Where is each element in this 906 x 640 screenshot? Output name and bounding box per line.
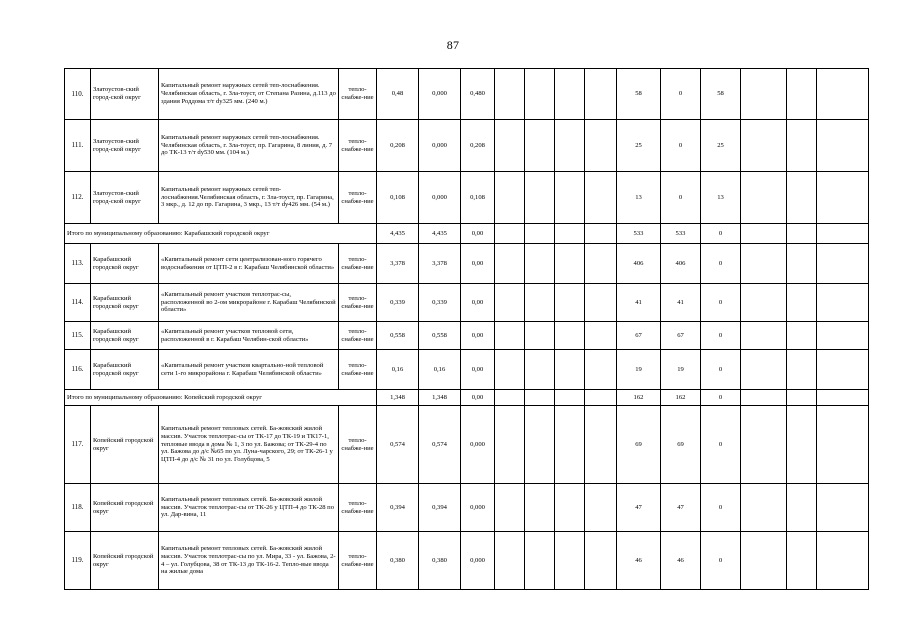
empty-cell xyxy=(817,284,869,322)
empty-cell xyxy=(555,244,585,284)
empty-cell xyxy=(525,350,555,390)
value-cell: 0,339 xyxy=(419,284,461,322)
type-cell: тепло-снабже-ние xyxy=(339,484,377,532)
empty-cell xyxy=(525,406,555,484)
type-cell: тепло-снабже-ние xyxy=(339,244,377,284)
empty-cell xyxy=(495,406,525,484)
empty-cell xyxy=(555,69,585,120)
empty-cell xyxy=(555,390,585,406)
value-cell: 19 xyxy=(617,350,661,390)
value-cell: 58 xyxy=(617,69,661,120)
empty-cell xyxy=(787,390,817,406)
empty-cell xyxy=(787,350,817,390)
empty-cell xyxy=(525,224,555,244)
empty-cell xyxy=(787,120,817,172)
value-cell: 0,000 xyxy=(461,406,495,484)
empty-cell xyxy=(817,172,869,224)
empty-cell xyxy=(787,244,817,284)
value-cell: 0 xyxy=(701,484,741,532)
description-cell: «Капитальный ремонт участков тепловой сети, расположенной в г. Карабаш Челябин-ской области» xyxy=(159,322,339,350)
empty-cell xyxy=(585,172,617,224)
empty-cell xyxy=(741,69,787,120)
value-cell: 0 xyxy=(701,322,741,350)
value-cell: 3,378 xyxy=(419,244,461,284)
value-cell: 1,348 xyxy=(419,390,461,406)
type-cell: тепло-снабже-ние xyxy=(339,172,377,224)
value-cell: 406 xyxy=(661,244,701,284)
row-number: 115. xyxy=(65,322,91,350)
description-cell: Капитальный ремонт наружных сетей теп-лоснабжения. Челябинская область, г. Зла-тоуст, от Степана Разина, д.113 до здания Роддома т/т dy325 мм. (240 м.) xyxy=(159,69,339,120)
empty-cell xyxy=(741,406,787,484)
value-cell: 0,00 xyxy=(461,322,495,350)
empty-cell xyxy=(741,244,787,284)
row-number: 117. xyxy=(65,406,91,484)
total-row xyxy=(65,390,869,406)
type-cell: тепло-снабже-ние xyxy=(339,406,377,484)
empty-cell xyxy=(525,484,555,532)
table-row xyxy=(65,244,869,284)
value-cell: 533 xyxy=(617,224,661,244)
description-cell: Капитальный ремонт наружных сетей теп-лоснабжения. Челябинская область, г. Зла-тоуст, пр. Гагарина, 8 линия, д. 7 до ТК-13 т/т dy530 мм. (104 м.) xyxy=(159,120,339,172)
empty-cell xyxy=(817,484,869,532)
empty-cell xyxy=(787,484,817,532)
page-number: 87 xyxy=(446,38,460,52)
empty-cell xyxy=(525,120,555,172)
type-cell: тепло-снабже-ние xyxy=(339,532,377,590)
empty-cell xyxy=(555,322,585,350)
value-cell: 0 xyxy=(701,532,741,590)
empty-cell xyxy=(741,532,787,590)
empty-cell xyxy=(585,120,617,172)
value-cell: 4,435 xyxy=(419,224,461,244)
empty-cell xyxy=(741,284,787,322)
empty-cell xyxy=(741,120,787,172)
empty-cell xyxy=(787,172,817,224)
empty-cell xyxy=(787,224,817,244)
empty-cell xyxy=(525,390,555,406)
table-row xyxy=(65,350,869,390)
municipality-cell: Копейский городской округ xyxy=(91,484,159,532)
value-cell: 46 xyxy=(661,532,701,590)
empty-cell xyxy=(741,484,787,532)
empty-cell xyxy=(787,284,817,322)
empty-cell xyxy=(555,484,585,532)
empty-cell xyxy=(585,350,617,390)
value-cell: 0 xyxy=(701,244,741,284)
description-cell: «Капитальный ремонт сети централизован-ного горячего водоснабжения от ЦТП-2 в г. Карабаш Челябинской области» xyxy=(159,244,339,284)
empty-cell xyxy=(555,406,585,484)
table-row xyxy=(65,172,869,224)
type-cell: тепло-снабже-ние xyxy=(339,322,377,350)
empty-cell xyxy=(817,390,869,406)
type-cell: тепло-снабже-ние xyxy=(339,120,377,172)
value-cell: 69 xyxy=(617,406,661,484)
empty-cell xyxy=(741,390,787,406)
value-cell: 0,558 xyxy=(419,322,461,350)
value-cell: 0 xyxy=(701,350,741,390)
value-cell: 25 xyxy=(701,120,741,172)
municipality-cell: Златоустов-ский город-ской округ xyxy=(91,120,159,172)
empty-cell xyxy=(585,484,617,532)
table-row xyxy=(65,322,869,350)
empty-cell xyxy=(585,406,617,484)
value-cell: 0 xyxy=(701,390,741,406)
value-cell: 0,394 xyxy=(419,484,461,532)
value-cell: 25 xyxy=(617,120,661,172)
empty-cell xyxy=(555,532,585,590)
row-number: 112. xyxy=(65,172,91,224)
value-cell: 3,378 xyxy=(377,244,419,284)
empty-cell xyxy=(555,120,585,172)
empty-cell xyxy=(787,69,817,120)
value-cell: 0 xyxy=(661,172,701,224)
municipality-cell: Карабашский городской округ xyxy=(91,322,159,350)
description-cell: Капитальный ремонт тепловых сетей. Ба-жовский жилой массив. Участок теплотрас-сы по ул. Мира, 33 - ул. Бажова, 2-4 – ул. Голубцова, 38 от ТК-13 до ТК-16-2. Тепло-вые ввода на жилые дома xyxy=(159,532,339,590)
empty-cell xyxy=(817,406,869,484)
value-cell: 69 xyxy=(661,406,701,484)
total-row xyxy=(65,224,869,244)
empty-cell xyxy=(525,322,555,350)
total-label: Итого по муниципальному образованию: Карабашский городской округ xyxy=(65,224,377,244)
value-cell: 4,435 xyxy=(377,224,419,244)
empty-cell xyxy=(741,322,787,350)
value-cell: 0 xyxy=(701,224,741,244)
value-cell: 533 xyxy=(661,224,701,244)
empty-cell xyxy=(585,244,617,284)
table-row xyxy=(65,406,869,484)
value-cell: 46 xyxy=(617,532,661,590)
value-cell: 0,00 xyxy=(461,284,495,322)
value-cell: 0,000 xyxy=(461,532,495,590)
empty-cell xyxy=(585,532,617,590)
description-cell: Капитальный ремонт тепловых сетей. Ба-жовский жилой массив. Участок теплотрас-сы от ТК-17 до ТК-19 и ТК17-1, тепловые ввода в дома № 1, 3 по ул. Бажова; от ТК-29-4 по ул. Бажова до д/с №65 по ул. Луна-чарского, 29; от ТК-26-1 у ЦТП-4 до д/с № 31 по ул. Голубцова, 5 xyxy=(159,406,339,484)
value-cell: 0,000 xyxy=(419,172,461,224)
empty-cell xyxy=(525,244,555,284)
value-cell: 0,380 xyxy=(419,532,461,590)
empty-cell xyxy=(817,350,869,390)
empty-cell xyxy=(525,532,555,590)
type-cell: тепло-снабже-ние xyxy=(339,69,377,120)
value-cell: 41 xyxy=(661,284,701,322)
empty-cell xyxy=(525,69,555,120)
municipality-cell: Златоустов-ский город-ской округ xyxy=(91,172,159,224)
empty-cell xyxy=(817,532,869,590)
description-cell: «Капитальный ремонт участков квартально-ной тепловой сети 1-го микрорайона г. Карабаш Челябинской области» xyxy=(159,350,339,390)
empty-cell xyxy=(787,532,817,590)
value-cell: 0,339 xyxy=(377,284,419,322)
municipality-cell: Карабашский городской округ xyxy=(91,350,159,390)
value-cell: 162 xyxy=(617,390,661,406)
empty-cell xyxy=(585,390,617,406)
value-cell: 0 xyxy=(661,69,701,120)
empty-cell xyxy=(495,390,525,406)
program-table xyxy=(64,68,869,590)
empty-cell xyxy=(495,484,525,532)
municipality-cell: Карабашский городской округ xyxy=(91,284,159,322)
value-cell: 0,558 xyxy=(377,322,419,350)
empty-cell xyxy=(525,284,555,322)
value-cell: 41 xyxy=(617,284,661,322)
empty-cell xyxy=(817,224,869,244)
type-cell: тепло-снабже-ние xyxy=(339,350,377,390)
description-cell: «Капитальный ремонт участков теплотрас-сы, расположенной во 2-ом микрорайоне г. Карабаш Челябинской области» xyxy=(159,284,339,322)
value-cell: 67 xyxy=(617,322,661,350)
empty-cell xyxy=(495,350,525,390)
description-cell: Капитальный ремонт наружных сетей теп-лоснабжения.Челябинская область, г. Зла-тоуст, пр. Гагарина, 3 мкр., д. 12 до пр. Гагарина, 3 мкр., 13 т/т dy426 мм. (54 м.) xyxy=(159,172,339,224)
value-cell: 0,574 xyxy=(377,406,419,484)
municipality-cell: Златоустов-ский город-ской округ xyxy=(91,69,159,120)
value-cell: 0,000 xyxy=(461,484,495,532)
empty-cell xyxy=(817,69,869,120)
empty-cell xyxy=(817,322,869,350)
empty-cell xyxy=(741,350,787,390)
value-cell: 0,000 xyxy=(419,120,461,172)
value-cell: 19 xyxy=(661,350,701,390)
value-cell: 0,108 xyxy=(461,172,495,224)
empty-cell xyxy=(585,69,617,120)
empty-cell xyxy=(495,224,525,244)
empty-cell xyxy=(555,284,585,322)
row-number: 118. xyxy=(65,484,91,532)
empty-cell xyxy=(787,322,817,350)
empty-cell xyxy=(741,172,787,224)
value-cell: 13 xyxy=(617,172,661,224)
value-cell: 0,00 xyxy=(461,390,495,406)
empty-cell xyxy=(525,172,555,224)
empty-cell xyxy=(495,172,525,224)
table-row xyxy=(65,120,869,172)
empty-cell xyxy=(495,69,525,120)
empty-cell xyxy=(495,244,525,284)
empty-cell xyxy=(817,120,869,172)
row-number: 116. xyxy=(65,350,91,390)
value-cell: 0,00 xyxy=(461,244,495,284)
value-cell: 0 xyxy=(701,284,741,322)
row-number: 111. xyxy=(65,120,91,172)
empty-cell xyxy=(495,322,525,350)
municipality-cell: Карабашский городской округ xyxy=(91,244,159,284)
empty-cell xyxy=(495,532,525,590)
value-cell: 0,394 xyxy=(377,484,419,532)
value-cell: 1,348 xyxy=(377,390,419,406)
value-cell: 0,480 xyxy=(461,69,495,120)
empty-cell xyxy=(585,322,617,350)
type-cell: тепло-снабже-ние xyxy=(339,284,377,322)
empty-cell xyxy=(555,350,585,390)
value-cell: 0 xyxy=(661,120,701,172)
row-number: 110. xyxy=(65,69,91,120)
value-cell: 0,574 xyxy=(419,406,461,484)
total-label: Итого по муниципальному образованию: Копейский городской округ xyxy=(65,390,377,406)
municipality-cell: Копейский городской округ xyxy=(91,406,159,484)
row-number: 114. xyxy=(65,284,91,322)
row-number: 119. xyxy=(65,532,91,590)
empty-cell xyxy=(817,244,869,284)
value-cell: 0,00 xyxy=(461,350,495,390)
value-cell: 406 xyxy=(617,244,661,284)
value-cell: 162 xyxy=(661,390,701,406)
empty-cell xyxy=(555,172,585,224)
row-number: 113. xyxy=(65,244,91,284)
table-row xyxy=(65,484,869,532)
empty-cell xyxy=(741,224,787,244)
table-row xyxy=(65,284,869,322)
value-cell: 0 xyxy=(701,406,741,484)
value-cell: 67 xyxy=(661,322,701,350)
value-cell: 58 xyxy=(701,69,741,120)
municipality-cell: Копейский городской округ xyxy=(91,532,159,590)
value-cell: 0,208 xyxy=(461,120,495,172)
empty-cell xyxy=(555,224,585,244)
value-cell: 47 xyxy=(617,484,661,532)
value-cell: 0,48 xyxy=(377,69,419,120)
value-cell: 0,16 xyxy=(377,350,419,390)
empty-cell xyxy=(585,284,617,322)
value-cell: 0,00 xyxy=(461,224,495,244)
empty-cell xyxy=(585,224,617,244)
empty-cell xyxy=(787,406,817,484)
description-cell: Капитальный ремонт тепловых сетей. Ба-жовский жилой массив. Участок теплотрас-сы от ТК-26 у ЦТП-4 до ТК-28 по ул. Дар-вина, 11 xyxy=(159,484,339,532)
value-cell: 0,380 xyxy=(377,532,419,590)
value-cell: 0,16 xyxy=(419,350,461,390)
table-row xyxy=(65,532,869,590)
table-row xyxy=(65,69,869,120)
value-cell: 0,000 xyxy=(419,69,461,120)
value-cell: 0,208 xyxy=(377,120,419,172)
value-cell: 47 xyxy=(661,484,701,532)
value-cell: 13 xyxy=(701,172,741,224)
empty-cell xyxy=(495,120,525,172)
value-cell: 0,108 xyxy=(377,172,419,224)
empty-cell xyxy=(495,284,525,322)
